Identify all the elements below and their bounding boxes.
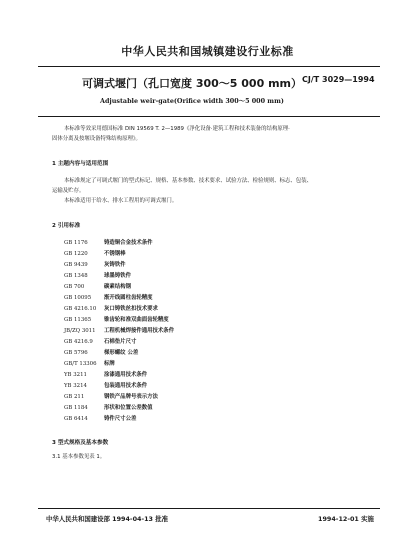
- reference-code: GB 6414: [64, 416, 88, 422]
- reference-code: GB 1348: [64, 273, 88, 279]
- reference-code: GB 4216.10: [64, 306, 97, 312]
- section-1-para-1-line-1: 本标准规定了可调式堰门的型式标记、规格、基本参数、技术要求、试验方法、检验规则、标志、包装、: [64, 178, 312, 184]
- reference-code: YB 3211: [64, 372, 87, 378]
- reference-name: 涂漆通用技术条件: [104, 372, 148, 378]
- issuing-body-header: 中华人民共和国城镇建设行业标准: [121, 45, 294, 58]
- reference-name: 梯形螺纹 公差: [104, 350, 139, 356]
- standard-number: CJ/T 3029—1994: [302, 75, 375, 84]
- reference-code: GB 4216.9: [64, 339, 93, 345]
- reference-standard: [64, 271, 131, 279]
- reference-standard: [64, 403, 153, 411]
- section-1-para-1-line-2: 运输及贮存。: [52, 188, 85, 194]
- reference-name: 标牌: [104, 361, 115, 367]
- reference-name: 包装通用技术条件: [104, 383, 148, 389]
- reference-standard: [64, 326, 174, 334]
- reference-standard: [64, 304, 158, 312]
- reference-code: JB/ZQ 3011: [64, 328, 96, 334]
- title-divider: [38, 116, 380, 117]
- reference-code: GB 1176: [64, 240, 88, 246]
- reference-name: 灰铸铁件: [104, 262, 126, 268]
- reference-standard: [64, 348, 138, 356]
- section-1-para-2: 本标准适用于给水、排水工程用的可调式堰门。: [64, 198, 178, 204]
- reference-code: GB/T 13306: [64, 361, 97, 367]
- reference-name: 铸造铜合金技术条件: [104, 240, 153, 246]
- reference-name: 工程机械焊接件通用技术条件: [104, 328, 175, 334]
- reference-name: 锥齿轮和准双曲面齿轮精度: [104, 317, 169, 323]
- reference-standard: [64, 392, 158, 400]
- intro-line-2: 固体分离及按堰设备特殊结构原理》。: [52, 136, 141, 142]
- reference-code: GB 10095: [64, 295, 92, 301]
- section-2-heading: 2 引用标准: [52, 223, 81, 229]
- reference-standard: [64, 315, 169, 323]
- reference-code: GB 5796: [64, 350, 88, 356]
- section-3-heading: 3 型式规格及基本参数: [52, 440, 109, 446]
- reference-name: 钢铁产品牌号表示方法: [104, 394, 158, 400]
- reference-code: YB 3214: [64, 383, 87, 389]
- reference-name: 渐开线圆柱齿轮精度: [104, 295, 153, 301]
- reference-name: 碳素结构钢: [104, 284, 131, 290]
- intro-line-1: 本标准等效采用德国标准 DIN 19569 T. 2—1989《净化设备·建筑工程和技术装备的结构原理·: [64, 126, 290, 132]
- header-divider: [38, 66, 380, 67]
- english-title: Adjustable weir-gate(Orifice width 300～5 000 mm): [100, 97, 284, 105]
- reference-standard: [64, 370, 147, 378]
- reference-standard: [64, 282, 131, 290]
- reference-standard: [64, 359, 115, 367]
- reference-name: 球墨铸铁件: [104, 273, 131, 279]
- section-1-heading: 1 主题内容与适用范围: [52, 161, 109, 167]
- approval-line: 中华人民共和国建设部 1994-04-13 批准: [46, 515, 169, 523]
- section-3-1-text: 3.1 基本参数见表 1。: [52, 454, 106, 460]
- footer-divider: [38, 508, 380, 509]
- reference-standard: [64, 260, 126, 268]
- implementation-date: 1994-12-01 实施: [318, 515, 374, 523]
- reference-standard: [64, 238, 153, 246]
- reference-code: GB 11365: [64, 317, 92, 323]
- reference-code: GB 700: [64, 284, 85, 290]
- reference-standard: [64, 337, 136, 345]
- reference-name: 铸件尺寸公差: [104, 416, 137, 422]
- reference-code: GB 1220: [64, 251, 88, 257]
- reference-name: 形状和位置公差数值: [104, 405, 153, 411]
- reference-name: 不锈钢棒: [104, 251, 126, 257]
- reference-standard: [64, 381, 147, 389]
- document-title: 可调式堰门（孔口宽度 300～5 000 mm）: [82, 77, 302, 90]
- reference-code: GB 9439: [64, 262, 88, 268]
- reference-code: GB 211: [64, 394, 85, 400]
- reference-name: 石棉垫片尺寸: [104, 339, 137, 345]
- reference-standard: [64, 414, 136, 422]
- reference-standard: [64, 293, 153, 301]
- reference-code: GB 1184: [64, 405, 88, 411]
- reference-name: 灰口铸铁丝扣技术要求: [104, 306, 158, 312]
- reference-standard: [64, 249, 126, 257]
